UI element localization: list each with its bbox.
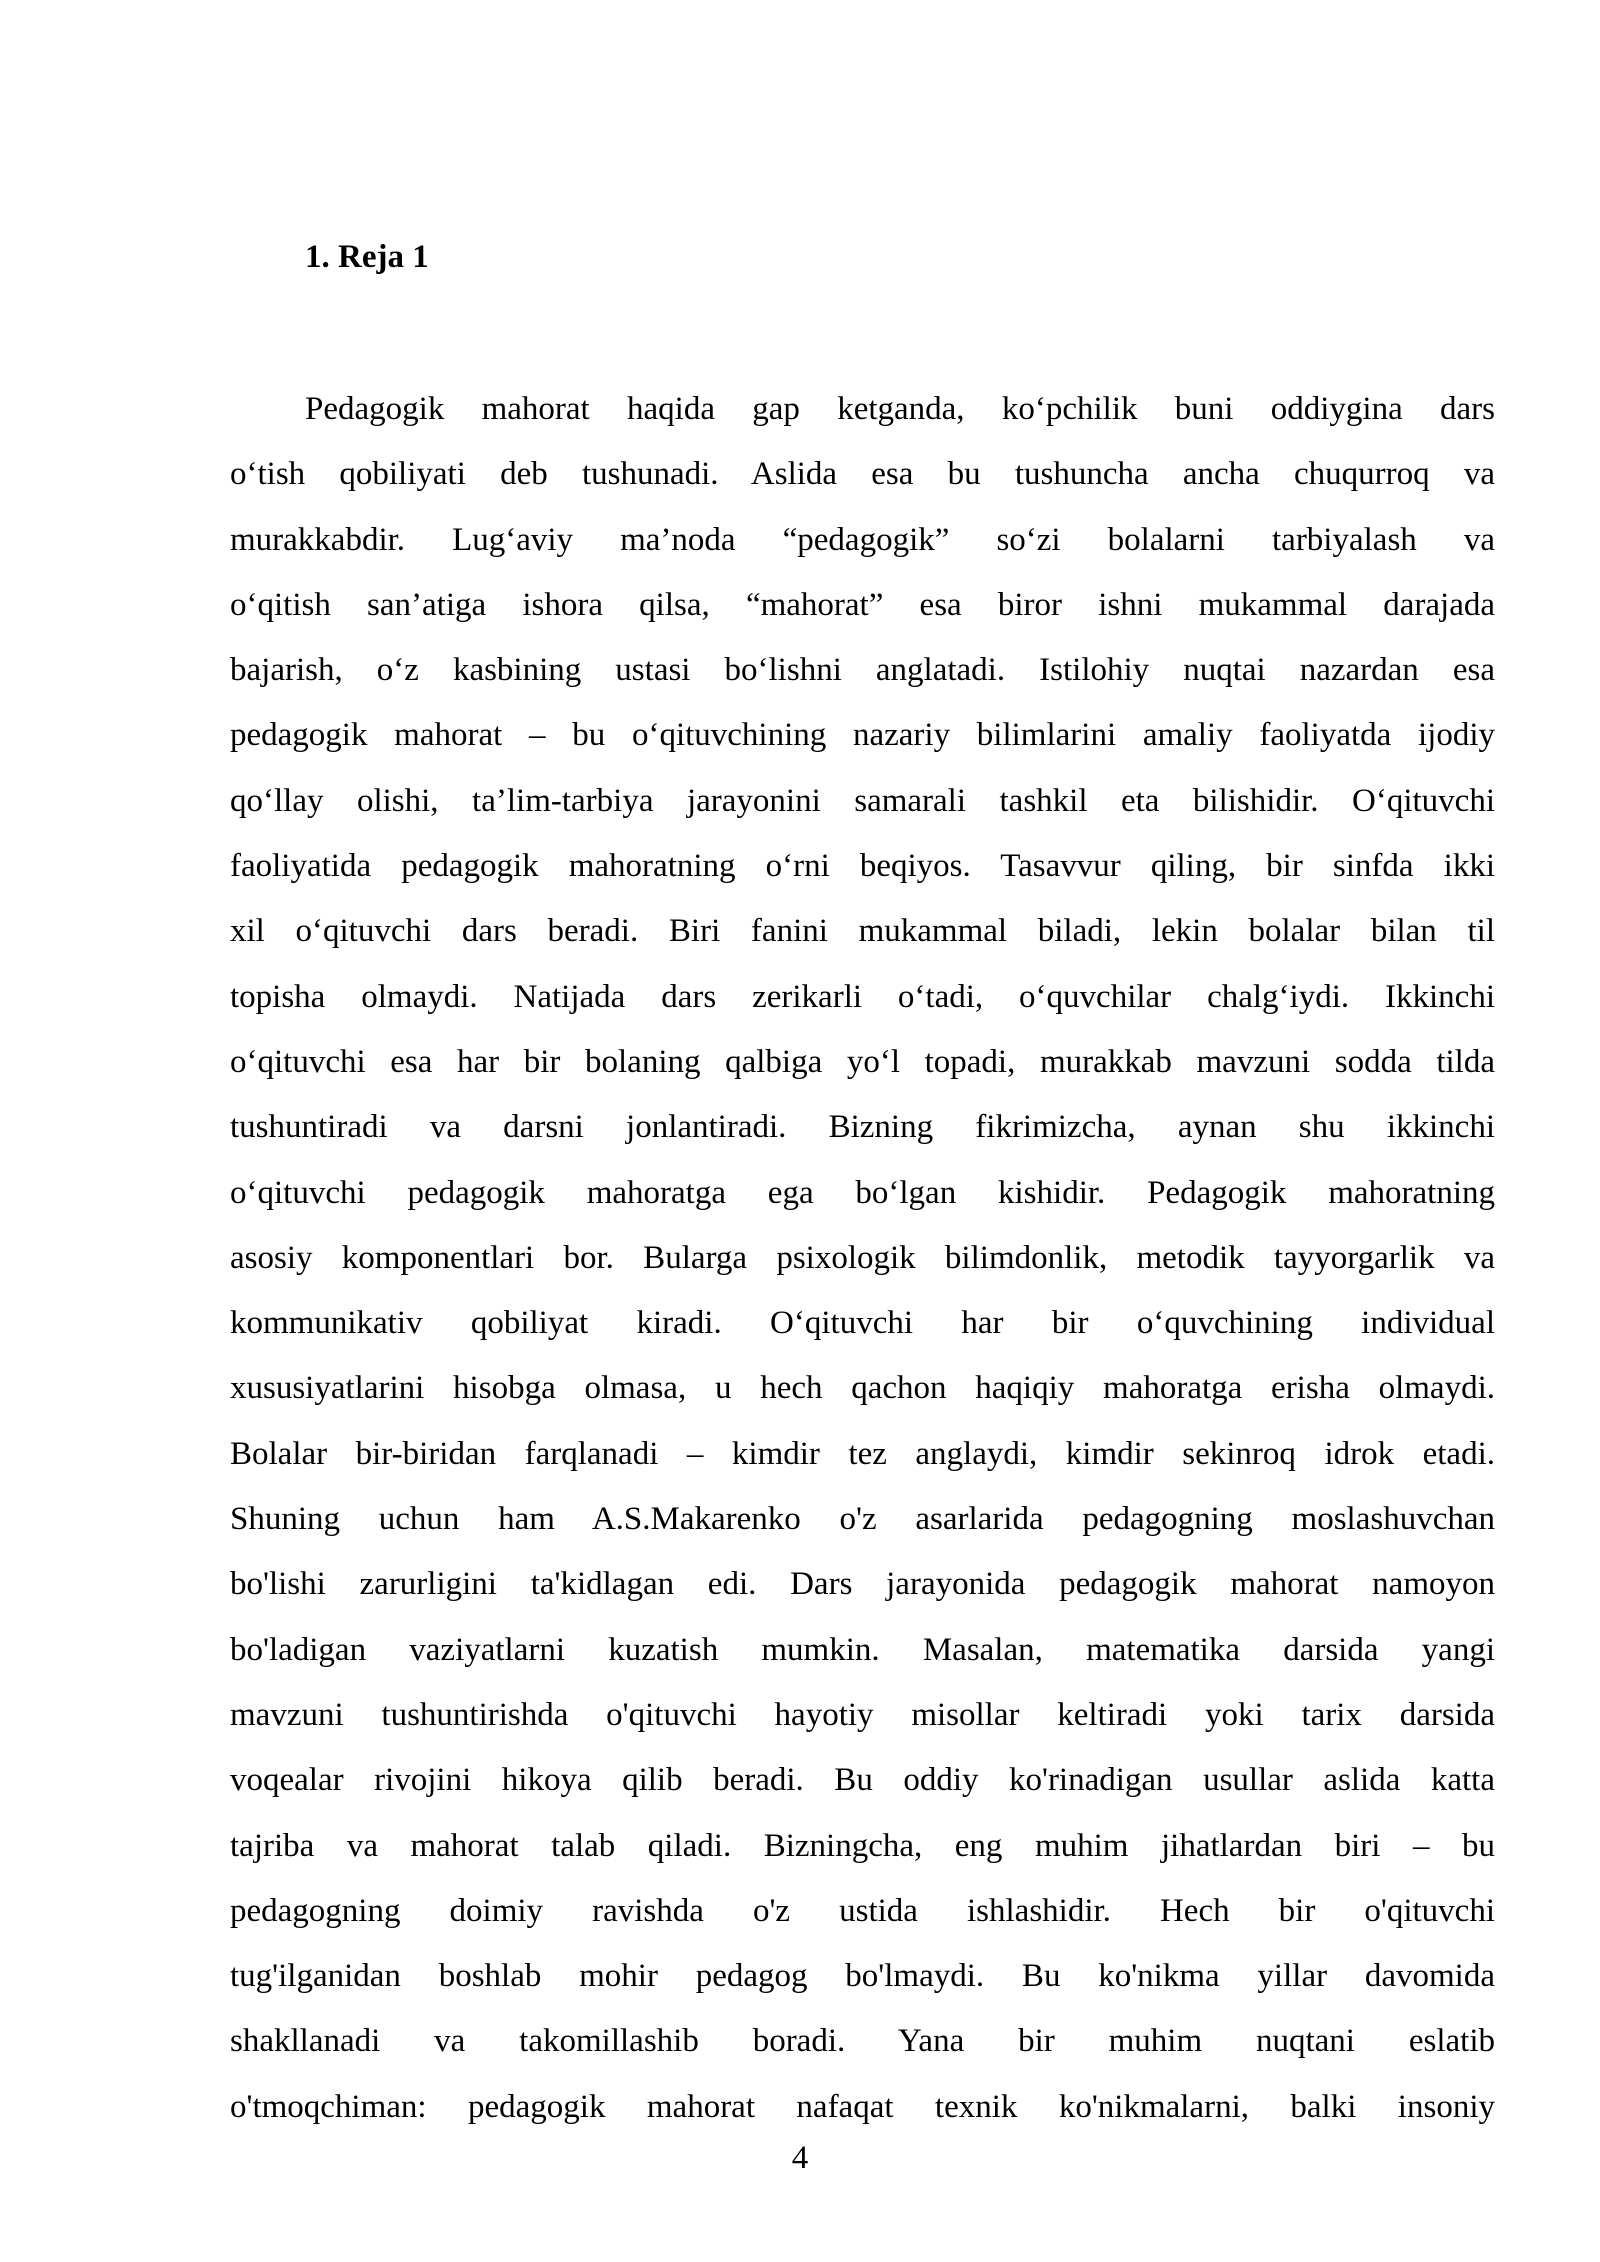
paragraph-line: asosiy komponentlari bor. Bularga psixologik bilimdonlik, metodik tayyorgarlik va: [230, 1239, 1495, 1276]
page-number: 4: [791, 2140, 809, 2176]
paragraph-line: bo'lishi zarurligini ta'kidlagan edi. Dars jarayonida pedagogik mahorat namoyon: [230, 1566, 1495, 1603]
paragraph-line: faoliyatida pedagogik mahoratning o‘rni beqiyos. Tasavvur qiling, bir sinfda ikki: [230, 848, 1495, 885]
paragraph-line: bo'ladigan vaziyatlarni kuzatish mumkin. Masalan, matematika darsida yangi: [230, 1631, 1495, 1668]
paragraph-line: voqealar rivojini hikoya qilib beradi. Bu oddiy ko'rinadigan usullar aslida katta: [230, 1762, 1495, 1799]
paragraph-line: o'tmoqchiman: pedagogik mahorat nafaqat texnik ko'nikmalarni, balki insoniy: [230, 2088, 1495, 2125]
paragraph-line: pedagogik mahorat – bu o‘qituvchining nazariy bilimlarini amaliy faoliyatda ijodiy: [230, 717, 1495, 754]
paragraph-line: tug'ilganidan boshlab mohir pedagog bo'lmaydi. Bu ko'nikma yillar davomida: [230, 1958, 1495, 1995]
paragraph-line: xil o‘qituvchi dars beradi. Biri fanini mukammal biladi, lekin bolalar bilan til: [230, 913, 1495, 950]
paragraph-line: Shuning uchun ham A.S.Makarenko o'z asarlarida pedagogning moslashuvchan: [230, 1501, 1495, 1538]
paragraph-line: o‘qituvchi esa har bir bolaning qalbiga yo‘l topadi, murakkab mavzuni sodda tilda: [230, 1043, 1495, 1080]
paragraph-line: o‘qituvchi pedagogik mahoratga ega bo‘lgan kishidir. Pedagogik mahoratning: [230, 1174, 1495, 1211]
paragraph-line: tushuntiradi va darsni jonlantiradi. Bizning fikrimizcha, aynan shu ikkinchi: [230, 1109, 1495, 1146]
section-heading: 1. Reja 1: [305, 239, 429, 275]
paragraph-line: kommunikativ qobiliyat kiradi. O‘qituvchi har bir o‘quvchining individual: [230, 1305, 1495, 1342]
paragraph-line: o‘tish qobiliyati deb tushunadi. Aslida esa bu tushuncha ancha chuqurroq va: [230, 456, 1495, 493]
paragraph-line: bajarish, o‘z kasbining ustasi bo‘lishni anglatadi. Istilohiy nuqtai nazardan esa: [230, 652, 1495, 689]
paragraph-line: topisha olmaydi. Natijada dars zerikarli o‘tadi, o‘quvchilar chalg‘iydi. Ikkinchi: [230, 978, 1495, 1015]
paragraph-line: tajriba va mahorat talab qiladi. Bizningcha, eng muhim jihatlardan biri – bu: [230, 1827, 1495, 1864]
paragraph-line: o‘qitish san’atiga ishora qilsa, “mahorat” esa biror ishni mukammal darajada: [230, 586, 1495, 623]
paragraph-line: pedagogning doimiy ravishda o'z ustida ishlashidir. Hech bir o'qituvchi: [230, 1892, 1495, 1929]
paragraph-line: qo‘llay olishi, ta’lim-tarbiya jarayonini samarali tashkil eta bilishidir. O‘qituvchi: [230, 782, 1495, 819]
paragraph-line: xususiyatlarini hisobga olmasa, u hech qachon haqiqiy mahoratga erisha olmaydi.: [230, 1370, 1495, 1407]
paragraph-line: shakllanadi va takomillashib boradi. Yana bir muhim nuqtani eslatib: [230, 2023, 1495, 2060]
paragraph-line: Pedagogik mahorat haqida gap ketganda, ko‘pchilik buni oddiygina dars: [305, 391, 1495, 427]
body-paragraph: [230, 377, 1495, 2140]
paragraph-line: Bolalar bir-biridan farqlanadi – kimdir tez anglaydi, kimdir sekinroq idrok etadi.: [230, 1435, 1495, 1472]
paragraph-line: mavzuni tushuntirishda o'qituvchi hayotiy misollar keltiradi yoki tarix darsida: [230, 1696, 1495, 1733]
paragraph-line: murakkabdir. Lug‘aviy ma’noda “pedagogik” so‘zi bolalarni tarbiyalash va: [230, 521, 1495, 558]
